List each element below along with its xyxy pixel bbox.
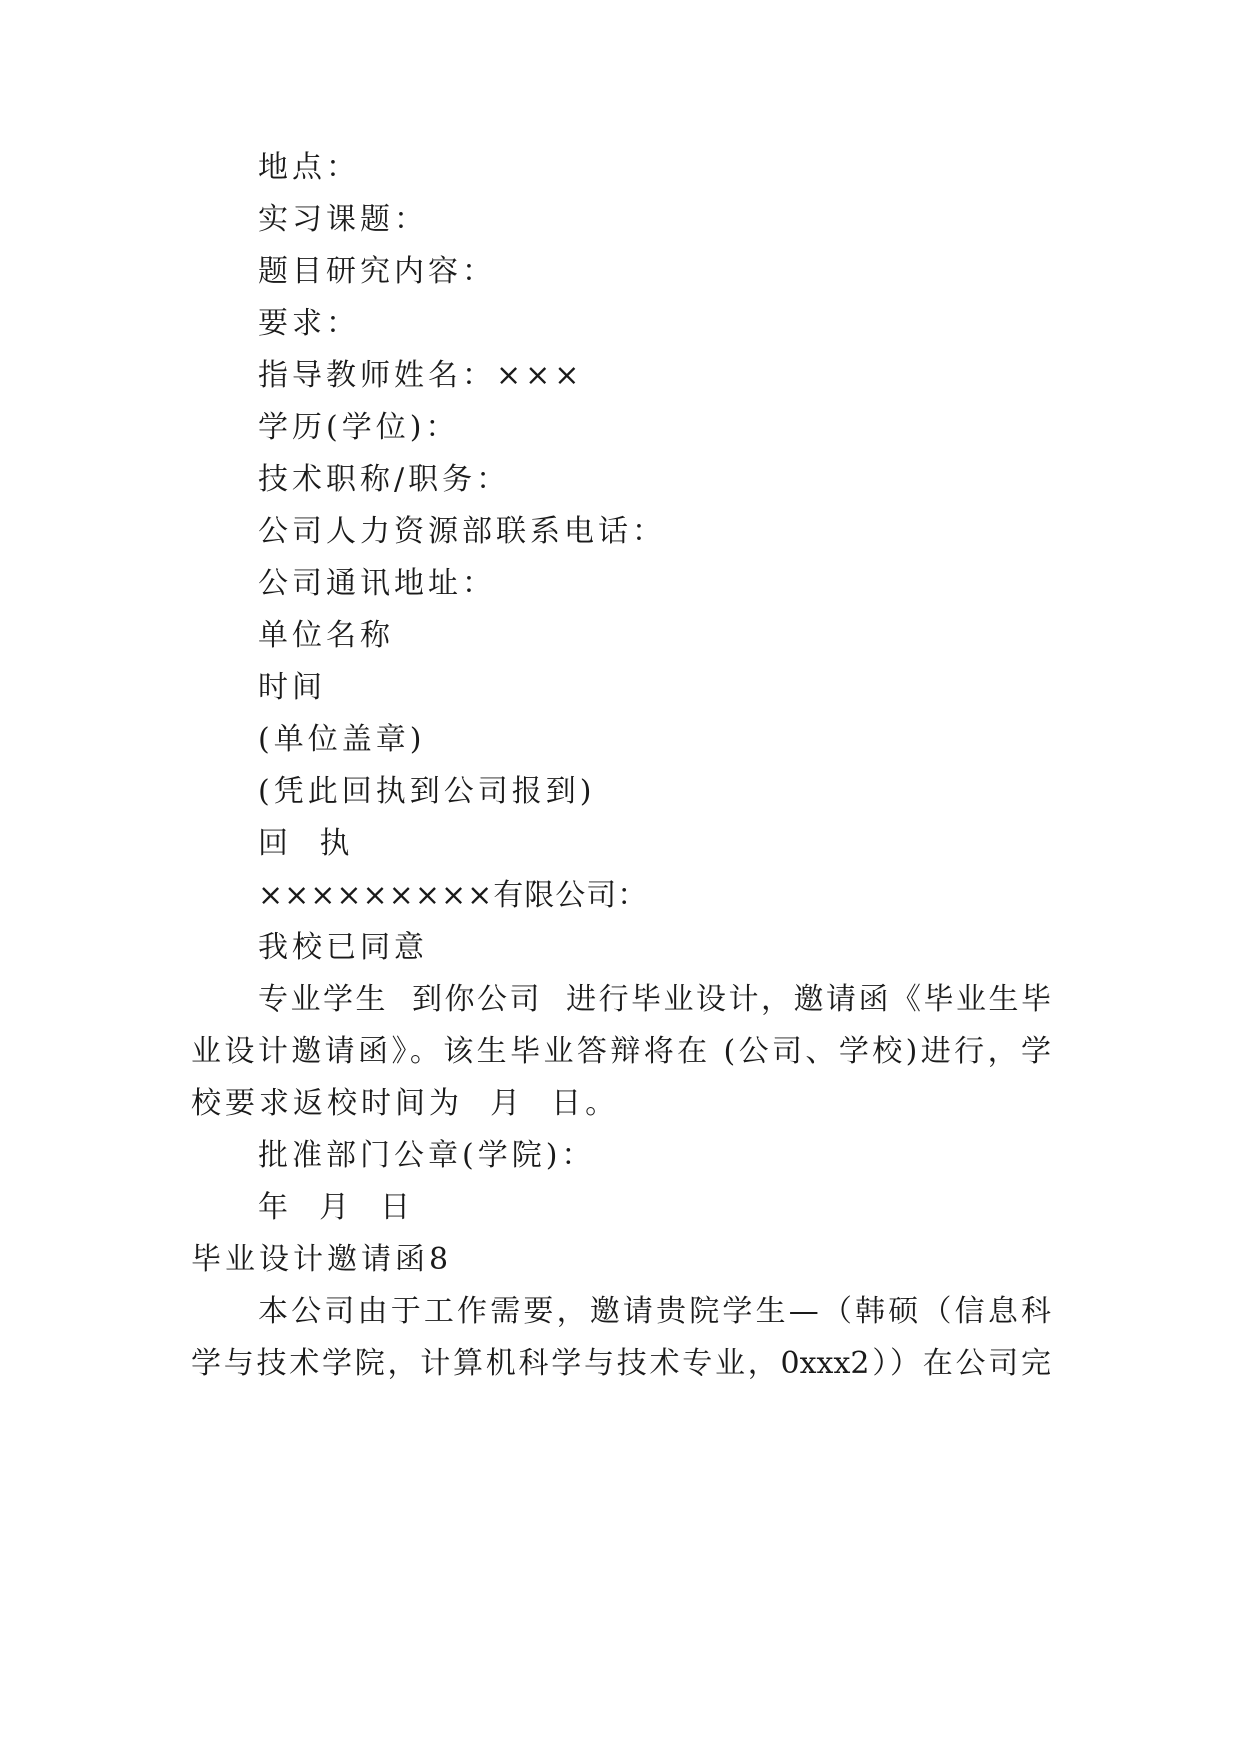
internship-topic-label: 实习课题：: [258, 202, 428, 237]
receipt-heading: 回 执: [258, 826, 354, 861]
school-agrees-line: 我校已同意: [258, 930, 428, 965]
seal-note: (单位盖章): [258, 722, 426, 757]
time-label: 时间: [258, 670, 326, 705]
company-address-label: 公司通讯地址：: [258, 566, 496, 601]
requirements-label: 要求：: [258, 306, 360, 341]
section-heading: 毕业设计邀请函8: [191, 1242, 453, 1277]
receipt-note: (凭此回执到公司报到): [258, 774, 596, 809]
invite-paragraph-line-2: 学与技术学院，计算机科学与技术专业，0xxx2））在公司完: [191, 1346, 1051, 1381]
hr-phone-label: 公司人力资源部联系电话：: [258, 514, 666, 549]
research-content-label: 题目研究内容：: [258, 254, 496, 289]
company-salutation: ×××××××××有限公司：: [258, 878, 649, 913]
body-paragraph-line-1: 专业学生 到你公司 进行毕业设计，邀请函《毕业生毕: [258, 982, 1051, 1017]
education-degree-label: 学历(学位)：: [258, 410, 460, 445]
date-line: 年 月 日: [258, 1190, 415, 1225]
organization-name-label: 单位名称: [258, 618, 394, 653]
body-paragraph-line-2: 业设计邀请函》。该生毕业答辩将在 (公司、学校)进行，学: [191, 1034, 1051, 1069]
invite-paragraph-line-1: 本公司由于工作需要，邀请贵院学生—（韩硕（信息科: [258, 1294, 1051, 1329]
body-paragraph-line-3: 校要求返校时间为 月 日。: [191, 1086, 620, 1121]
advisor-name-line: 指导教师姓名：×××: [258, 358, 584, 393]
approval-seal-label: 批准部门公章(学院)：: [258, 1138, 596, 1173]
location-label: 地点：: [258, 150, 360, 185]
technical-title-label: 技术职称/职务：: [258, 462, 511, 497]
